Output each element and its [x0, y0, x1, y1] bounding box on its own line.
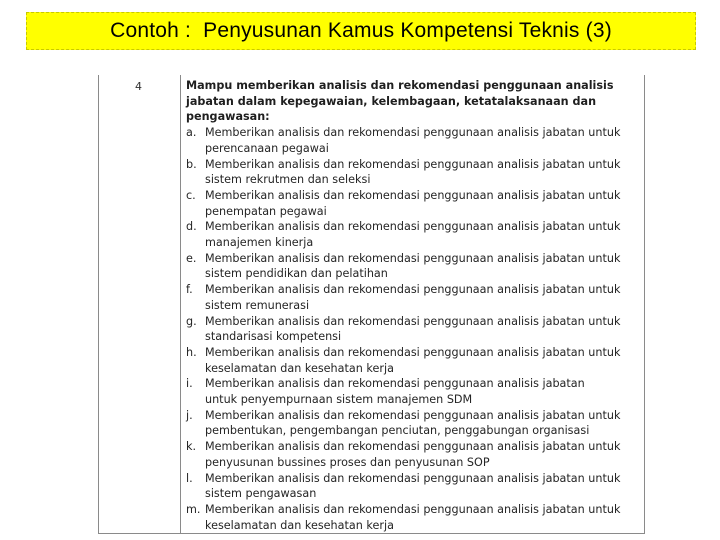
- item-text: Memberikan analisis dan rekomendasi penggunaan analisis jabatan untuk sistem rekrutmen dan seleksi: [205, 157, 621, 187]
- item-text: Memberikan analisis dan rekomendasi penggunaan analisis jabatan untuk sistem pengawasan: [205, 471, 621, 501]
- list-item: [186, 502, 644, 533]
- list-item: [186, 345, 644, 376]
- item-text: Memberikan analisis dan rekomendasi penggunaan analisis jabatan untuk keselamatan dan kesehatan kerja: [205, 345, 621, 375]
- item-text: Memberikan analisis dan rekomendasi penggunaan analisis jabatan untuk sistem pendidikan dan pelatihan: [205, 251, 621, 281]
- row-number: 4: [135, 80, 142, 93]
- list-item: [186, 471, 644, 502]
- item-text: Memberikan analisis dan rekomendasi penggunaan analisis jabatan untuk standarisasi kompetensi: [205, 314, 621, 344]
- row-number-cell: [99, 75, 181, 534]
- item-text: Memberikan analisis dan rekomendasi penggunaan analisis jabatan untuk perencanaan pegawai: [205, 126, 621, 155]
- row-content-cell: [181, 75, 645, 534]
- item-text: Memberikan analisis dan rekomendasi penggunaan analisis jabatan untuk sistem remunerasi: [205, 283, 621, 312]
- item-label: l.: [186, 471, 193, 485]
- table-row: [99, 75, 645, 534]
- item-label: e.: [186, 251, 197, 265]
- item-label: i.: [186, 377, 193, 391]
- item-label: h.: [186, 345, 197, 359]
- competency-heading: Mampu memberikan analisis dan rekomendasi penggunaan analisis jabatan dalam kepegawaian, kelembagaan, ketatalaksanaan dan pengawasan:: [186, 79, 614, 124]
- item-text: Memberikan analisis dan rekomendasi penggunaan analisis jabatan untuk keselamatan dan kesehatan kerja: [205, 502, 621, 532]
- list-item: [186, 376, 644, 407]
- list-item: [186, 219, 644, 250]
- item-label: k.: [186, 440, 197, 454]
- competency-item-list: [186, 125, 644, 533]
- item-label: d.: [186, 220, 197, 234]
- list-item: [186, 439, 644, 470]
- list-item: [186, 314, 644, 345]
- item-label: f.: [186, 283, 193, 297]
- list-item: [186, 157, 644, 188]
- item-label: b.: [186, 157, 197, 171]
- item-text: Memberikan analisis dan rekomendasi penggunaan analisis jabatan untuk penempatan pegawai: [205, 188, 621, 218]
- list-item: [186, 408, 644, 439]
- competency-table: [98, 75, 645, 534]
- item-text: Memberikan analisis dan rekomendasi penggunaan analisis jabatan untuk penyempurnaan sistem manajemen SDM: [205, 377, 585, 407]
- item-text: Memberikan analisis dan rekomendasi penggunaan analisis jabatan untuk manajemen kinerja: [205, 220, 621, 250]
- list-item: [186, 251, 644, 282]
- list-item: [186, 188, 644, 219]
- item-label: j.: [186, 408, 193, 422]
- item-label: m.: [186, 502, 201, 516]
- list-item: [186, 125, 644, 156]
- item-label: a.: [186, 126, 197, 140]
- title-banner: [26, 12, 696, 50]
- item-text: Memberikan analisis dan rekomendasi penggunaan analisis jabatan untuk pembentukan, pengembangan penciutan, penggabungan organisasi: [205, 408, 621, 438]
- item-label: g.: [186, 314, 197, 328]
- item-text: Memberikan analisis dan rekomendasi penggunaan analisis jabatan untuk penyusunan bussines proses dan penyusunan SOP: [205, 440, 621, 469]
- slide-title: Contoh : Penyusunan Kamus Kompetensi Teknis (3): [110, 19, 612, 42]
- item-label: c.: [186, 188, 196, 202]
- list-item: [186, 282, 644, 313]
